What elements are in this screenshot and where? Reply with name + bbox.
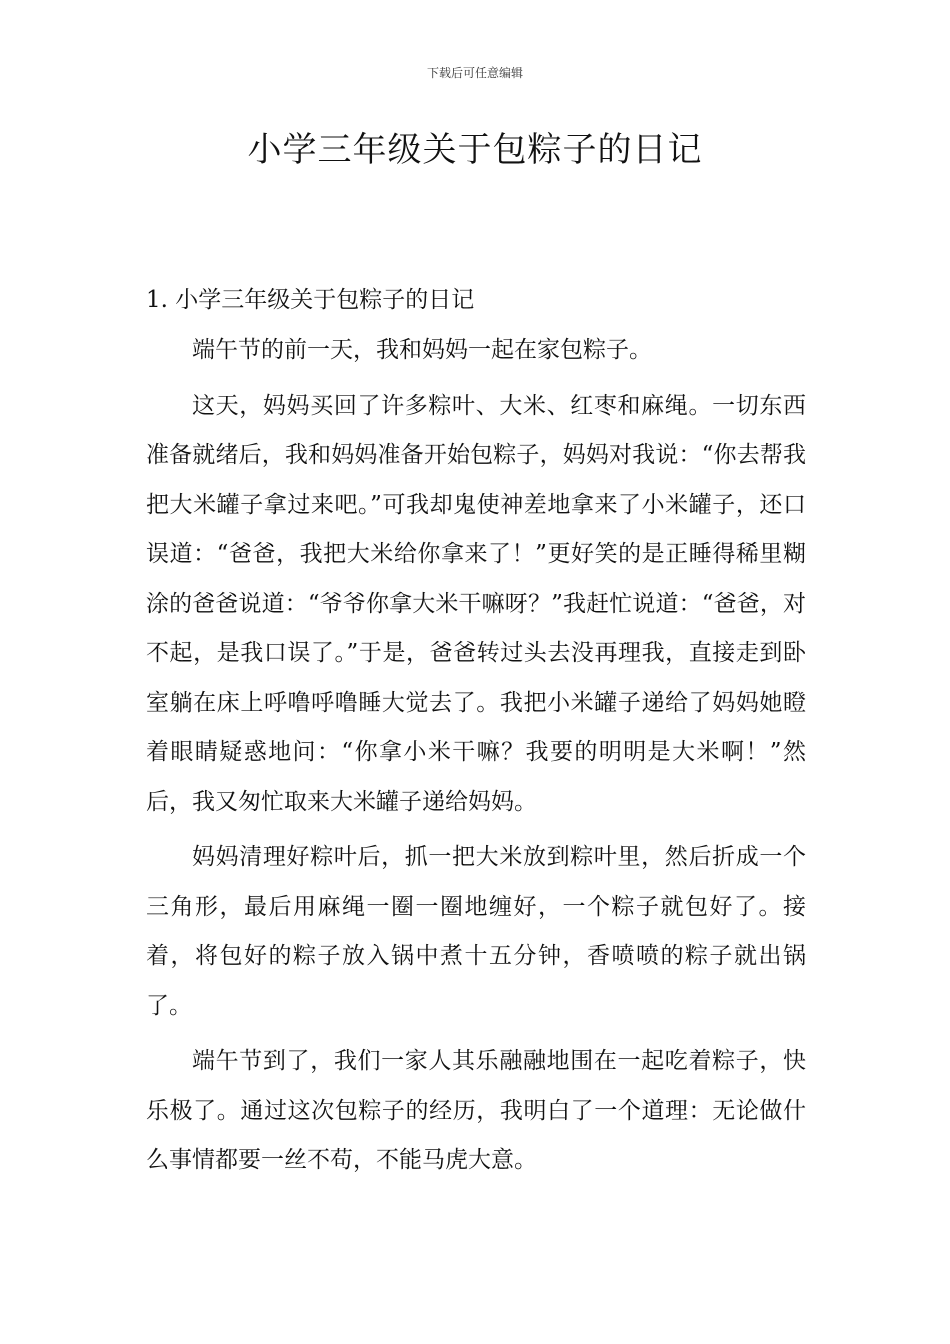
paragraph-2: 这天，妈妈买回了许多粽叶、大米、红枣和麻绳。一切东西准备就绪后，我和妈妈准备开始包粽子，妈妈对我说：“你去帮我把大米罐子拿过来吧。”可我却鬼使神差地拿来了小米罐子，还口误道：“爸爸，我把大米给你拿来了！”更好笑的是正睡得稀里糊涂的爸爸说道：“爷爷你拿大米干嘛呀？”我赶忙说道：“爸爸，对不起，是我口误了。”于是，爸爸转过头去没再理我，直接走到卧室躺在床上呼噜呼噜睡大觉去了。我把小米罐子递给了妈妈她瞪着眼睛疑惑地问：“你拿小米干嘛？我要的明明是大米啊！”然后，我又匆忙取来大米罐子递给妈妈。 [146, 392, 806, 815]
paragraph-1: 端午节的前一天，我和妈妈一起在家包粽子。 [192, 337, 652, 363]
document-title: 小学三年级关于包粽子的日记 [247, 130, 703, 170]
paragraph-3: 妈妈清理好粽叶后，抓一把大米放到粽叶里，然后折成一个三角形，最后用麻绳一圈一圈地缠好，一个粽子就包好了。接着，将包好的粽子放入锅中煮十五分钟，香喷喷的粽子就出锅了。 [146, 844, 806, 1019]
section-heading: 1. 小学三年级关于包粽子的日记 [146, 287, 475, 313]
paragraph-4: 端午节到了，我们一家人其乐融融地围在一起吃着粽子，快乐极了。通过这次包粽子的经历，我明白了一个道理：无论做什么事情都要一丝不苟，不能马虎大意。 [146, 1048, 806, 1173]
header-note: 下载后可任意编辑 [426, 66, 523, 80]
document-body [146, 280, 806, 1186]
